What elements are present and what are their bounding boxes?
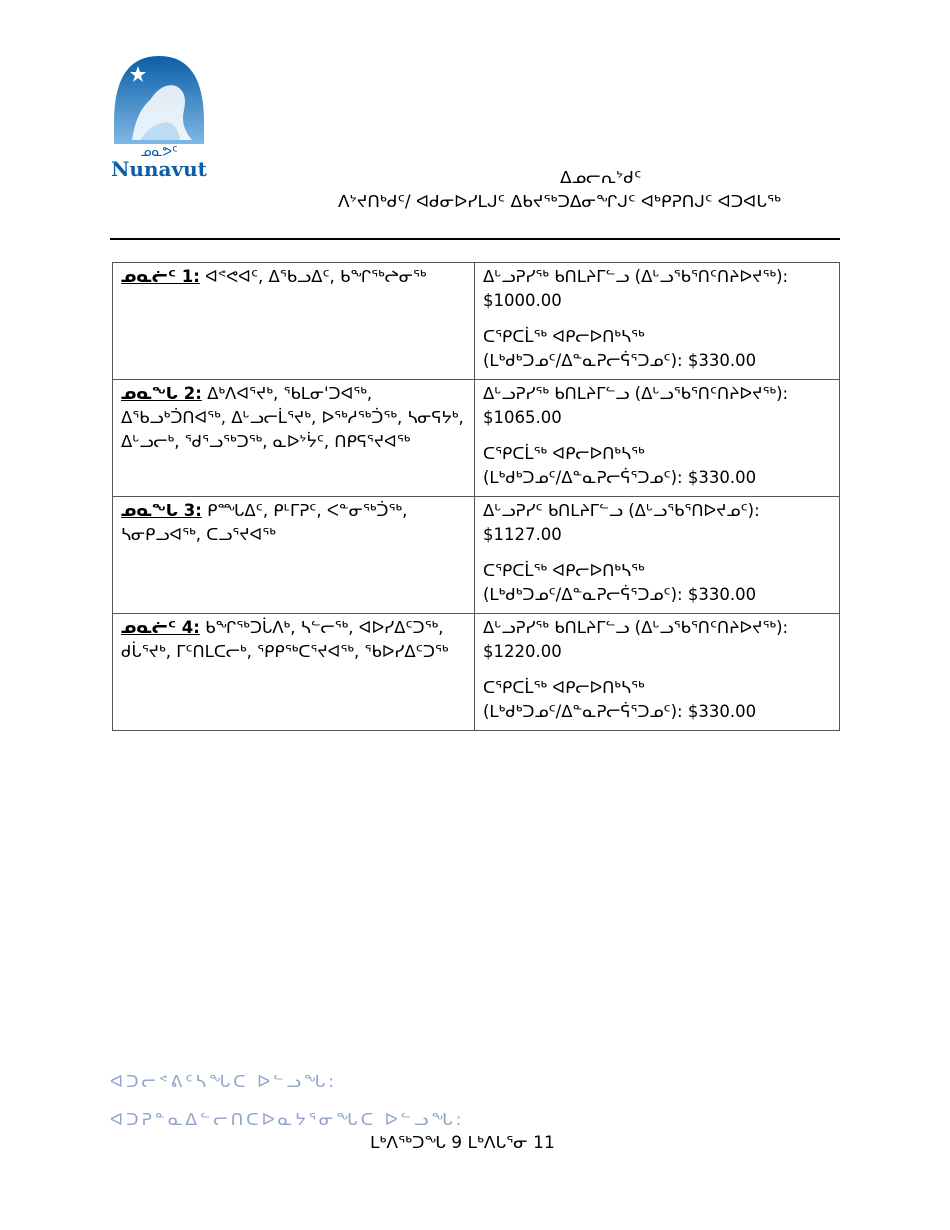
communities-cell — [113, 614, 475, 731]
rent-label: ᐃᒡᓗᕈᓯᖅ ᑲᑎᒪᔨᒥᓪᓗ (ᐃᒡᓗᖃᕐᑎᑦᑎᔨᐅᔪᖅ): — [483, 267, 789, 286]
level-label: ᓄᓇᓖᑦ 1: — [121, 267, 200, 286]
food-label: ᑕᕿᑕᒫᖅ ᐊᑭᓕᐅᑎᒃᓴᖅ — [483, 327, 645, 346]
page-number: ᒪᒃᐱᖅᑐᖓ 9 ᒪᒃᐱᒐᕐᓂ 11 — [370, 1133, 555, 1153]
food-label: ᑕᕿᑕᒫᖅ ᐊᑭᓕᐅᑎᒃᓴᖅ — [483, 444, 645, 463]
communities-cell — [113, 497, 475, 614]
food-label: ᑕᕿᑕᒫᖅ ᐊᑭᓕᐅᑎᒃᓴᖅ — [483, 678, 645, 697]
table-row — [113, 497, 840, 614]
rent-amount: $1065.00 — [483, 408, 562, 427]
community-list: ᑲᖏᖅᑐᒑᐱᒃ, ᓴᓪᓕᖅ, ᐊᐅᓯᐃᑦᑐᖅ, ᑯᒑᕐᔪᒃ, ᒥᑦᑎᒪᑕᓕᒃ, ᕿᑭᖅᑕᕐᔪᐊᖅ, ᖃᐅᓯᐃᑦᑐᖅ — [121, 618, 449, 661]
rates-cell — [475, 614, 840, 731]
rent-amount: $1127.00 — [483, 525, 562, 544]
level-label: ᓄᓇᓖᑦ 4: — [121, 618, 200, 637]
rent-label: ᐃᒡᓗᕈᓯᑦ ᑲᑎᒪᔨᒥᓪᓗ (ᐃᒡᓗᖃᕐᑎᐅᔪᓄᑦ): — [483, 501, 760, 520]
expiry-date-label: ᐊᑐᕈᓐᓇᐃᓪᓕᑎᑕᐅᓇᔭᕐᓂᖓᑕ ᐅᓪᓗᖓ: — [110, 1110, 465, 1130]
document-title: ᐱᔾᔪᑎᒃᑯᑦ/ ᐊᑯᓂᐅᓯᒪᒍᑦ ᐃᑲᔪᖅᑐᐃᓂᖏᒍᑦ ᐊᒃᑭᕈᑎᒍᑦ ᐊᑐᐊᒐᖅ — [338, 192, 781, 212]
food-amount: (ᒪᒃᑯᒃᑐᓄᑦ/ᐃᓐᓇᕈᓕᕌᕐᑐᓄᑦ): $330.00 — [483, 468, 757, 487]
food-amount: (ᒪᒃᑯᒃᑐᓄᑦ/ᐃᓐᓇᕈᓕᕌᕐᑐᓄᑦ): $330.00 — [483, 351, 757, 370]
community-list: ᐊᕝᕙᐊᑦ, ᐃᖃᓗᐃᑦ, ᑲᖏᖅᖠᓂᖅ — [205, 267, 427, 286]
department-title: ᐃᓄᓕᕆᔾᑯᑦ — [560, 168, 642, 188]
rent-label: ᐃᒡᓗᕈᓯᖅ ᑲᑎᒪᔨᒥᓪᓗ (ᐃᒡᓗᖃᕐᑎᑦᑎᔨᐅᔪᖅ): — [483, 618, 789, 637]
communities-cell — [113, 263, 475, 380]
food-amount: (ᒪᒃᑯᒃᑐᓄᑦ/ᐃᓐᓇᕈᓕᕌᕐᑐᓄᑦ): $330.00 — [483, 585, 757, 604]
level-label: ᓄᓇᖓ 2: — [121, 384, 202, 403]
logo-syllabics: ᓄᓇᕗᑦ — [140, 145, 178, 160]
community-list: ᐃᒃᐱᐊᕐᔪᒃ, ᖃᒪᓂ'ᑐᐊᖅ, ᐃᖃᓗᒃᑑᑎᐊᖅ, ᐃᒡᓗᓕᒫᕐᔪᒃ, ᐅᖅᓱᖅᑑᖅ, ᓴᓂᕋᔭᒃ, ᐃᒡᓗᓕᒃ, ᖁᕐᓗᖅᑐᖅ, ᓇᐅᔾᔮᑦ, ᑎᑭᕋᕐᔪᐊᖅ — [121, 384, 464, 451]
community-list: ᑭᙵᐃᑦ, ᑭᒻᒥᕈᑦ, ᐸᓐᓂᖅᑑᖅ, ᓴᓂᑭᓗᐊᖅ, ᑕᓗᕐᔪᐊᖅ — [121, 501, 408, 544]
food-label: ᑕᕿᑕᒫᖅ ᐊᑭᓕᐅᑎᒃᓴᖅ — [483, 561, 645, 580]
logo-wordmark: Nunavut — [111, 157, 207, 180]
table-row — [113, 380, 840, 497]
table-row — [113, 614, 840, 731]
level-label: ᓄᓇᖓ 3: — [121, 501, 202, 520]
rent-label: ᐃᒡᓗᕈᓯᖅ ᑲᑎᒪᔨᒥᓪᓗ (ᐃᒡᓗᖃᕐᑎᑦᑎᔨᐅᔪᖅ): — [483, 384, 789, 403]
rent-amount: $1220.00 — [483, 642, 562, 661]
rent-amount: $1000.00 — [483, 291, 562, 310]
communities-cell — [113, 380, 475, 497]
rates-cell — [475, 497, 840, 614]
food-amount: (ᒪᒃᑯᒃᑐᓄᑦ/ᐃᓐᓇᕈᓕᕌᕐᑐᓄᑦ): $330.00 — [483, 702, 757, 721]
nunavut-logo — [110, 52, 208, 180]
effective-date-label: ᐊᑐᓕᕝᕕᑦᓴᖓᑕ ᐅᓪᓗᖓ: — [110, 1072, 337, 1092]
rates-cell — [475, 380, 840, 497]
table-row — [113, 263, 840, 380]
rates-table — [112, 262, 840, 731]
header-divider — [110, 238, 840, 240]
rates-cell — [475, 263, 840, 380]
